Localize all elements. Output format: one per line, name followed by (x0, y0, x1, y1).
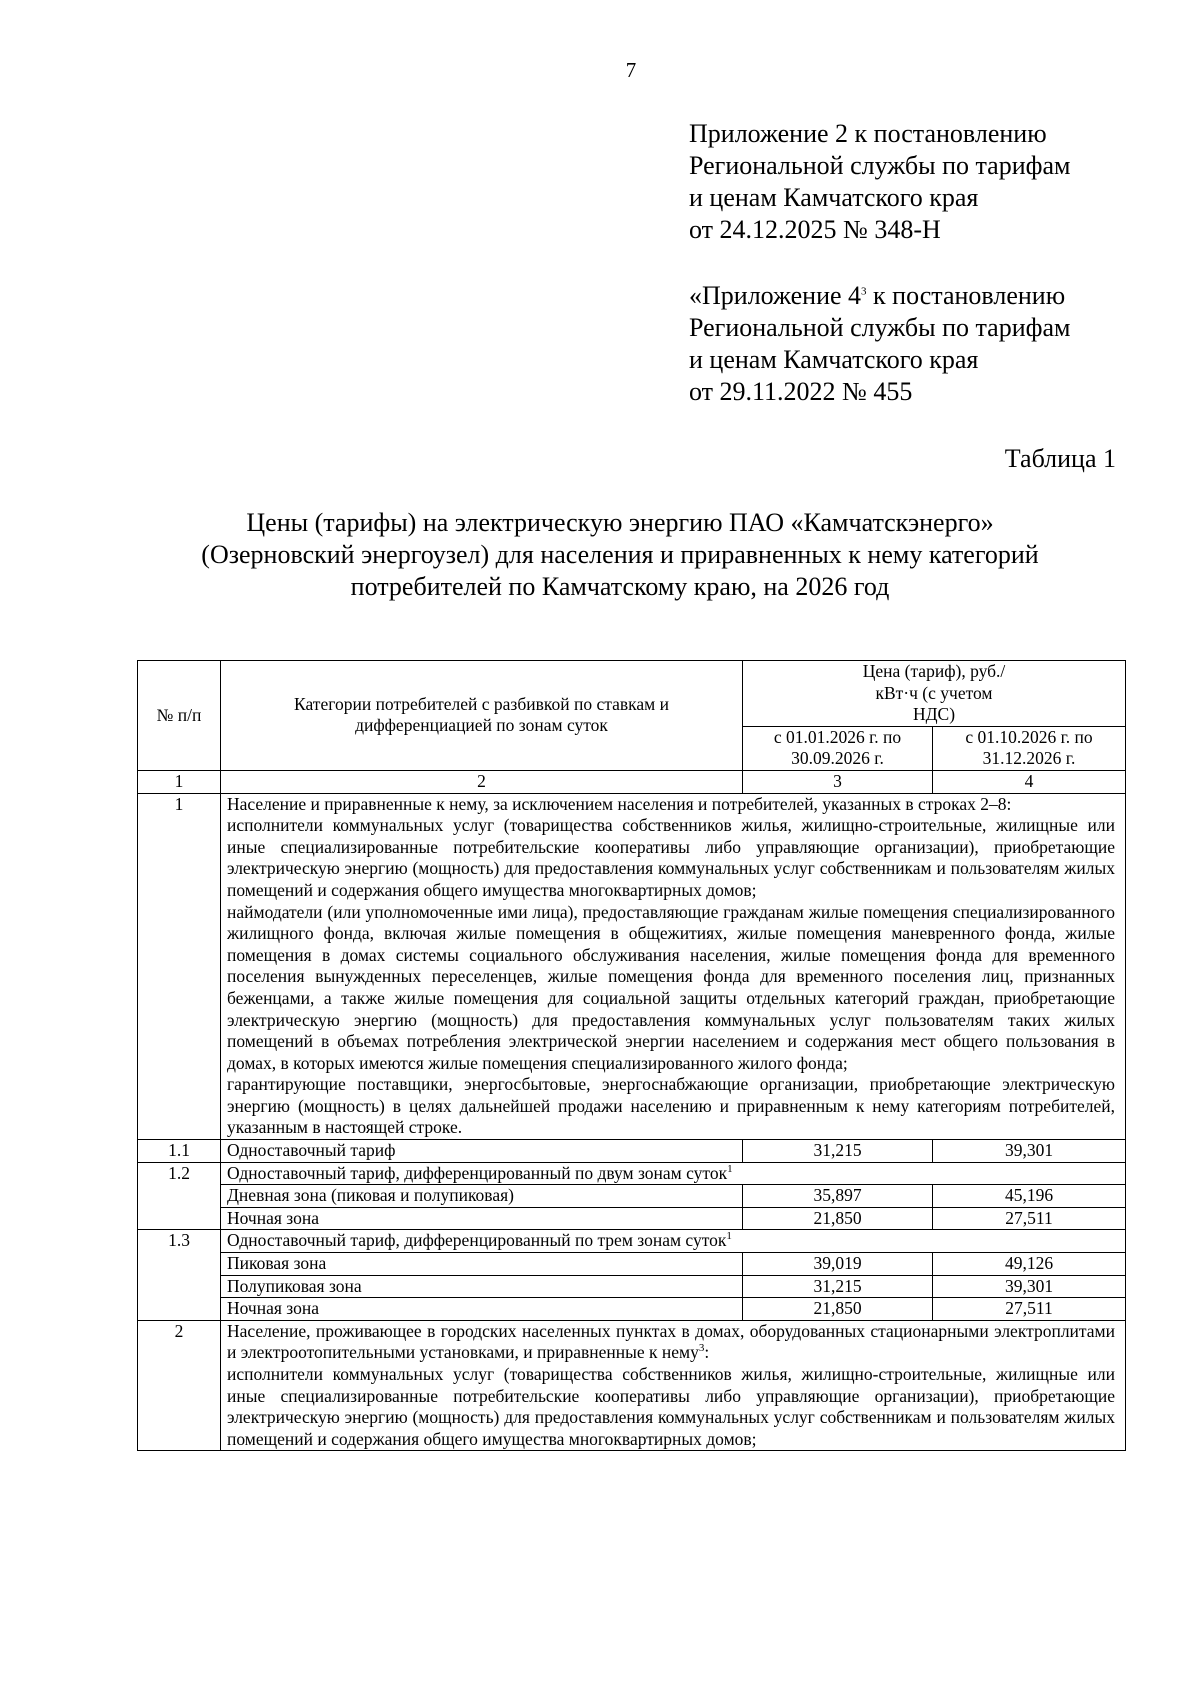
row-number: 1.1 (138, 1140, 221, 1163)
description-paragraph: Население, проживающее в городских населенных пунктах в домах, оборудованных стационарными электроплитами и электроотопительными установками, и приравненные к нему$^3$: (227, 1320, 1115, 1363)
table-row (138, 1298, 1126, 1321)
zone-label: Дневная зона (пиковая и полупиковая) (221, 1185, 743, 1208)
title-line: потребителей по Камчатскому краю, на 2026 год (350, 572, 890, 601)
tariff-value: 27,511 (933, 1298, 1126, 1321)
description-paragraph: наймодатели (или уполномоченные ими лица), предоставляющие гражданам жилые помещения специализированного жилищного фонда, включая жилые помещения в общежитиях, жилые помещения маневренного фонда, жилые помещения в домах системы социального обслуживания населения, жилые помещения фонда для временного поселения вынужденных переселенцев, жилые помещения фонда для временного поселения лиц, признанных беженцами, а также жилые помещения для социальной защиты отдельных категорий граждан, приобретающие электрическую энергию (мощность) для предоставления коммунальных услуг пользователям таких жилых помещений в объемах потребления электрической энергии населением и содержания мест общего пользования в домах, в которых имеются жилые помещения специализированного жилого фонда; (227, 901, 1115, 1073)
amended-annex-header (689, 280, 1169, 408)
column-number: 1 (138, 770, 221, 793)
tariff-label: Одноставочный тариф (221, 1140, 743, 1163)
header-num: № п/п (138, 661, 221, 771)
page-number: 7 (625, 58, 637, 82)
annex-line: от 24.12.2025 № 348-Н (689, 215, 941, 244)
tariff-value: 31,215 (743, 1275, 933, 1298)
header-period-2: с 01.10.2026 г. по 31.12.2026 г. (933, 726, 1126, 770)
tariff-value: 39,019 (743, 1253, 933, 1276)
document-title (120, 507, 1120, 603)
table-row (138, 1230, 1126, 1253)
tariff-value: 39,301 (933, 1275, 1126, 1298)
table-row (138, 1207, 1126, 1230)
table-row (138, 1162, 1126, 1185)
header-period-1: с 01.01.2026 г. по 30.09.2026 г. (743, 726, 933, 770)
column-number: 2 (221, 770, 743, 793)
table-label: Таблица 1 (1004, 444, 1116, 473)
tariff-value: 31,215 (743, 1140, 933, 1163)
annex-line: Региональной службы по тарифам (689, 151, 1071, 180)
tariff-label: Одноставочный тариф, дифференцированный по трем зонам суток$^1$ (221, 1230, 1126, 1253)
row-number: 1.3 (138, 1230, 221, 1320)
column-number: 4 (933, 770, 1126, 793)
table-row (138, 1320, 1126, 1451)
description-paragraph: гарантирующие поставщики, энергосбытовые, энергоснабжающие организации, приобретающие электрическую энергию (мощность) в целях дальнейшей продажи населению и приравненным к нему категориям потребителей, указанным в настоящей строке. (227, 1074, 1115, 1138)
annex-line: Приложение 2 к постановлению (689, 119, 1047, 148)
zone-label: Пиковая зона (221, 1253, 743, 1276)
zone-label: Ночная зона (221, 1298, 743, 1321)
table-row (138, 1185, 1126, 1208)
header-price: Цена (тариф), руб./кВт·ч (с учетом НДС) (743, 661, 1126, 727)
tariff-value: 49,126 (933, 1253, 1126, 1276)
annex-line: и ценам Камчатского края (689, 183, 979, 212)
row-number: 2 (138, 1320, 221, 1451)
tariff-value: 21,850 (743, 1298, 933, 1321)
annex-header (689, 118, 1169, 246)
annex-line: Региональной службы по тарифам (689, 313, 1071, 342)
column-numbers-row (138, 770, 1126, 793)
tariff-value: 27,511 (933, 1207, 1126, 1230)
tariff-value: 35,897 (743, 1185, 933, 1208)
tariff-label: Одноставочный тариф, дифференцированный по двум зонам суток$^1$ (221, 1162, 1126, 1185)
column-number: 3 (743, 770, 933, 793)
annex-line: и ценам Камчатского края (689, 345, 979, 374)
zone-label: Ночная зона (221, 1207, 743, 1230)
zone-label: Полупиковая зона (221, 1275, 743, 1298)
row-description (221, 793, 1126, 1140)
table-row (138, 793, 1126, 1140)
tariff-value: 39,301 (933, 1140, 1126, 1163)
table-row (138, 1140, 1126, 1163)
table-row (138, 1253, 1126, 1276)
title-line: (Озерновский энергоузел) для населения и приравненных к нему категорий (201, 540, 1039, 569)
tariff-value: 21,850 (743, 1207, 933, 1230)
row-description (221, 1320, 1126, 1451)
tariff-table (137, 660, 1126, 1451)
annex-line: от 29.11.2022 № 455 (689, 377, 913, 406)
row-number: 1.2 (138, 1162, 221, 1230)
tariff-value: 45,196 (933, 1185, 1126, 1208)
header-category: Категории потребителей с разбивкой по ставкам и дифференциацией по зонам суток (221, 661, 743, 771)
header-row (138, 661, 1126, 727)
description-paragraph: исполнители коммунальных услуг (товарищества собственников жилья, жилищно-строительные, жилищные или иные специализированные потребительские кооперативы либо управляющие организации), приобретающие электрическую энергию (мощность) для предоставления коммунальных услуг собственникам и пользователям жилых помещений и содержания общего имущества многоквартирных домов; (227, 815, 1115, 900)
title-line: Цены (тарифы) на электрическую энергию ПАО «Камчатскэнерго» (246, 508, 994, 537)
annex-line: «Приложение $4^3$ к постановлению (689, 281, 1066, 310)
description-paragraph: исполнители коммунальных услуг (товарищества собственников жилья, жилищно-строительные, жилищные или иные специализированные потребительские кооперативы либо управляющие организации), приобретающие электрическую энергию (мощность) для предоставления коммунальных услуг собственникам и пользователям жилых помещений и содержания общего имущества многоквартирных домов; (227, 1364, 1115, 1449)
description-paragraph: Население и приравненные к нему, за исключением населения и потребителей, указанных в строках 2–8: (227, 793, 1012, 814)
row-number: 1 (138, 793, 221, 1140)
table-row (138, 1275, 1126, 1298)
